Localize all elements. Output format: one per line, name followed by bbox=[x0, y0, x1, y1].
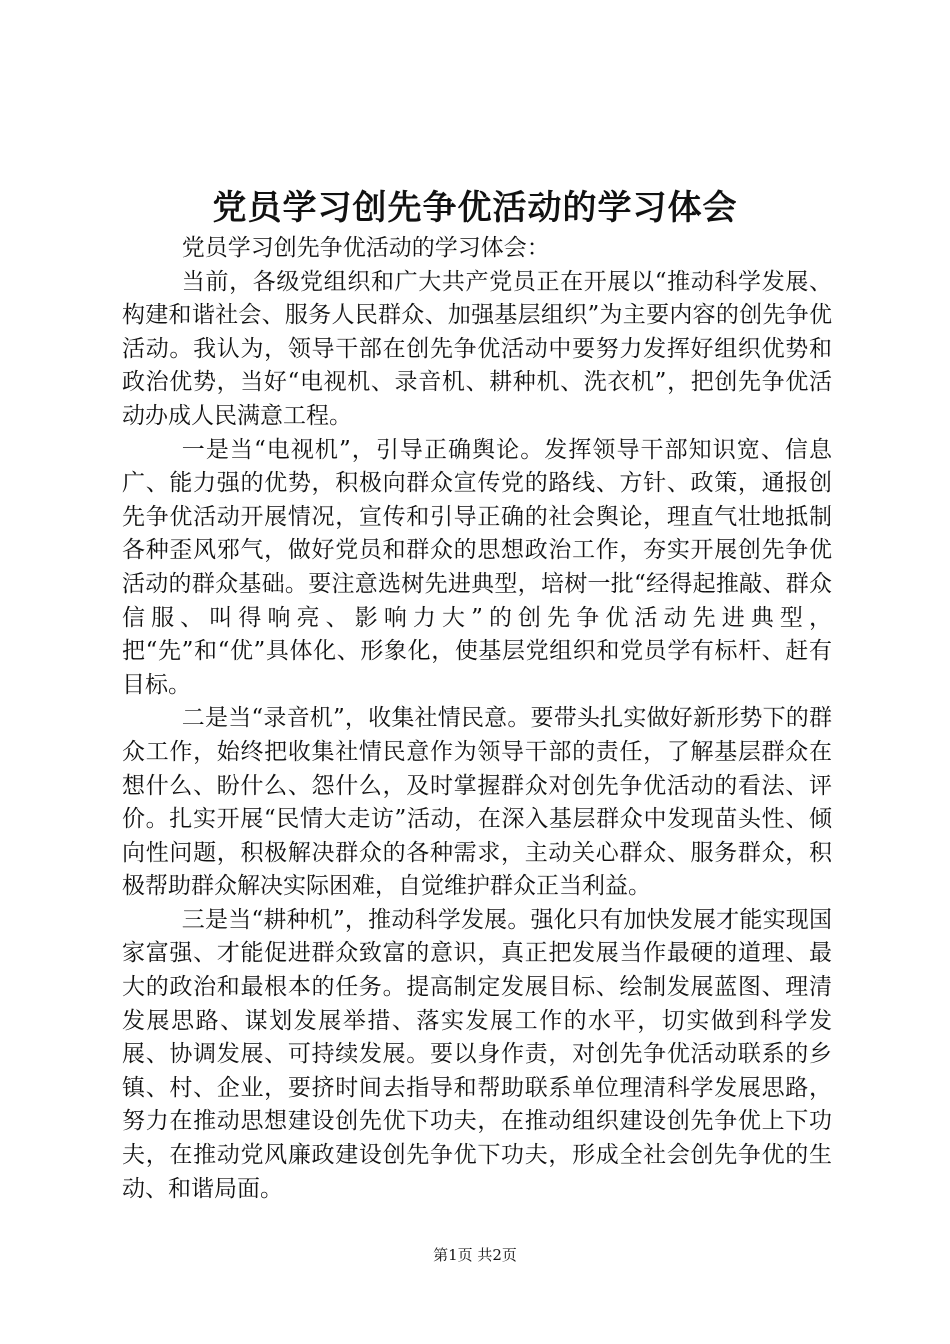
paragraph-intro: 党员学习创先争优活动的学习体会： bbox=[181, 235, 550, 261]
document-body bbox=[122, 232, 832, 1206]
document-title: 党员学习创先争优活动的学习体会 bbox=[212, 188, 738, 228]
paragraph-overview: 当前，各级党组织和广大共产党员正在开展以“推动科学发展、构建和谐社会、服务人民群众、加强基层组织”为主要内容的创先争优活动。我认为，领导干部在创先争优活动中要努力发挥好组织优势和政治优势，当好“电视机、录音机、耕种机、洗衣机”，把创先争优活动办成人民满意工程。 bbox=[122, 268, 832, 429]
paragraph-planter: 三是当“耕种机”，推动科学发展。强化只有加快发展才能实现国家富强、才能促进群众致富的意识，真正把发展当作最硬的道理、最大的政治和最根本的任务。提高制定发展目标、绘制发展蓝图、理清发展思路、谋划发展举措、落实发展工作的水平，切实做到科学发展、协调发展、可持续发展。要以身作责，对创先争优活动联系的乡镇、村、企业，要挤时间去指导和帮助联系单位理清科学发展思路，努力在推动思想建设创先优下功夫，在推动组织建设创先争优上下功夫，在推动党风廉政建设创先争优下功夫，形成全社会创先争优的生动、和谐局面。 bbox=[122, 906, 832, 1202]
paragraph-recorder: 二是当“录音机”，收集社情民意。要带头扎实做好新形势下的群众工作，始终把收集社情民意作为领导干部的责任，了解基层群众在想什么、盼什么、怨什么，及时掌握群众对创先争优活动的看法、评价。扎实开展“民情大走访”活动，在深入基层群众中发现苗头性、倾向性问题，积极解决群众的各种需求，主动关心群众、服务群众，积极帮助群众解决实际困难，自觉维护群众正当利益。 bbox=[122, 705, 832, 900]
paragraph-tv: 一是当“电视机”，引导正确舆论。发挥领导干部知识宽、信息广、能力强的优势，积极向群众宣传党的路线、方针、政策，通报创先争优活动开展情况，宣传和引导正确的社会舆论，理直气壮地抵制各种歪风邪气，做好党员和群众的思想政治工作，夯实开展创先争优活动的群众基础。要注意选树先进典型，培树一批“经得起推敲、群众信服、叫得响亮、影响力大”的创先争优活动先进典型，把“先”和“优”具体化、形象化，使基层党组织和党员学有标杆、赶有目标。 bbox=[122, 436, 832, 698]
page-number-footer: 第1页 共2页 bbox=[433, 1246, 517, 1264]
